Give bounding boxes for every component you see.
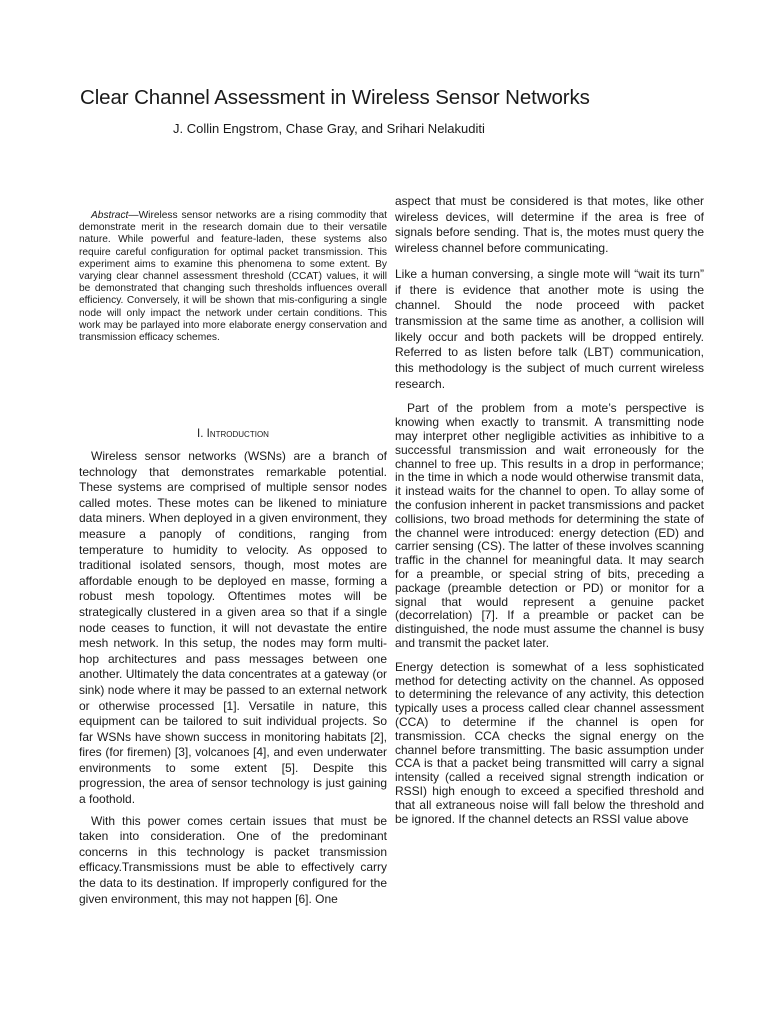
section-heading-introduction xyxy=(79,428,387,440)
body-paragraph: With this power comes certain issues that must be taken into consideration. One of the predominant concerns in this technology is packet transmission efficacy.Transmissions must be able to effectively carry the data to its destination. If improperly configured for the given environment, this may not happen [6]. One xyxy=(79,813,387,906)
paper-title: Clear Channel Assessment in Wireless Sensor Networks xyxy=(80,86,590,109)
paper-authors: J. Collin Engstrom, Chase Gray, and Srihari Nelakuditi xyxy=(173,121,485,136)
abstract-label: Abstract xyxy=(91,210,129,221)
body-paragraph: Part of the problem from a mote’s perspective is knowing when exactly to transmit. A transmitting node may interpret other negligible activities as inhibitive to a successful transmission and wait erroneously for the channel to free up. This results in a drop in performance; in the time in which a node would otherwise transmit data, it instead waits for the channel to open. To allay some of the confusion inherent in packet transmissions and packet collisions, two broad methods for determining the state of the channel were introduced: energy detection (ED) and carrier sensing (CS). The latter of these involves scanning traffic in the channel for meaningful data. It may search for a preamble, or special string of bits, preceding a package (preamble detection or PD) or monitor for a signal that would represent a genuine packet (decorrelation) [7]. If a preamble or packet can be distinguished, the node must assume the channel is busy and transmit the packet later. xyxy=(395,401,704,650)
left-column-body xyxy=(79,449,387,913)
abstract-paragraph xyxy=(79,210,387,344)
right-column-body xyxy=(395,194,704,836)
section-title: Introduction xyxy=(206,428,269,440)
section-number: I. xyxy=(197,428,207,440)
abstract xyxy=(79,210,387,344)
body-paragraph: aspect that must be considered is that motes, like other wireless devices, will determine if the area is free of signals before sending. That is, the motes must query the wireless channel before communicating. xyxy=(395,194,704,256)
abstract-dash: — xyxy=(128,210,139,221)
abstract-text: Wireless sensor networks are a rising commodity that demonstrate merit in the research domain due to their versatile nature. While powerful and feature-laden, these systems also require careful configuration for optimal packet transmission. This experiment aims to examine this phenomena to some extent. By varying clear channel assessment threshold (CCAT) values, it will be demonstrated that changing such thresholds influences overall efficiency. Conversely, it will be shown that mis-configuring a single node will only impact the network under certain conditions. This work may be parlayed into more elaborate energy conservation and transmission efficacy schemes. xyxy=(79,210,387,344)
body-paragraph: Like a human conversing, a single mote will “wait its turn” if there is evidence that another mote is using the channel. Should the node proceed with packet transmission at the same time as another, a collision will likely occur and both packets will be dropped entirely. Referred to as listen before talk (LBT) communication, this methodology is the subject of much current wireless research. xyxy=(395,266,704,391)
body-paragraph: Energy detection is somewhat of a less sophisticated method for detecting activity on the channel. As opposed to determining the relevance of any activity, this detection typically uses a process called clear channel assessment (CCA) to determine if the channel is open for transmission. CCA checks the signal energy on the channel before transmitting. The basic assumption under CCA is that a packet being transmitted will carry a signal intensity (called a received signal strength indication or RSSI) high enough to exceed a specified threshold and that all extraneous noise will fall below the threshold and be ignored. If the channel detects an RSSI value above xyxy=(395,659,704,826)
body-paragraph: Wireless sensor networks (WSNs) are a branch of technology that demonstrates remarkable potential. These systems are comprised of multiple sensor nodes called motes. These motes can be likened to miniature data miners. When deployed in a given environment, they measure a panoply of conditions, ranging from temperature to humidity to velocity. As opposed to traditional isolated sensors, though, most motes are affordable enough to be deployed en masse, forming a robust mesh topology. Oftentimes motes will be strategically clustered in a given area so that if a single node ceases to function, it will not devastate the entire mesh network. In this setup, the nodes may form multi-hop architectures and pass messages between one another. Ultimately the data concentrates at a gateway (or sink) node where it may be passed to an external network or otherwise processed [1]. Versatile in nature, this equipment can be tailored to suit individual projects. So far WSNs have shown success in monitoring habitats [2], fires (for firemen) [3], volcanoes [4], and even underwater environments to some extent [5]. Despite this progression, the area of sensor technology is just gaining a foothold. xyxy=(79,449,387,807)
